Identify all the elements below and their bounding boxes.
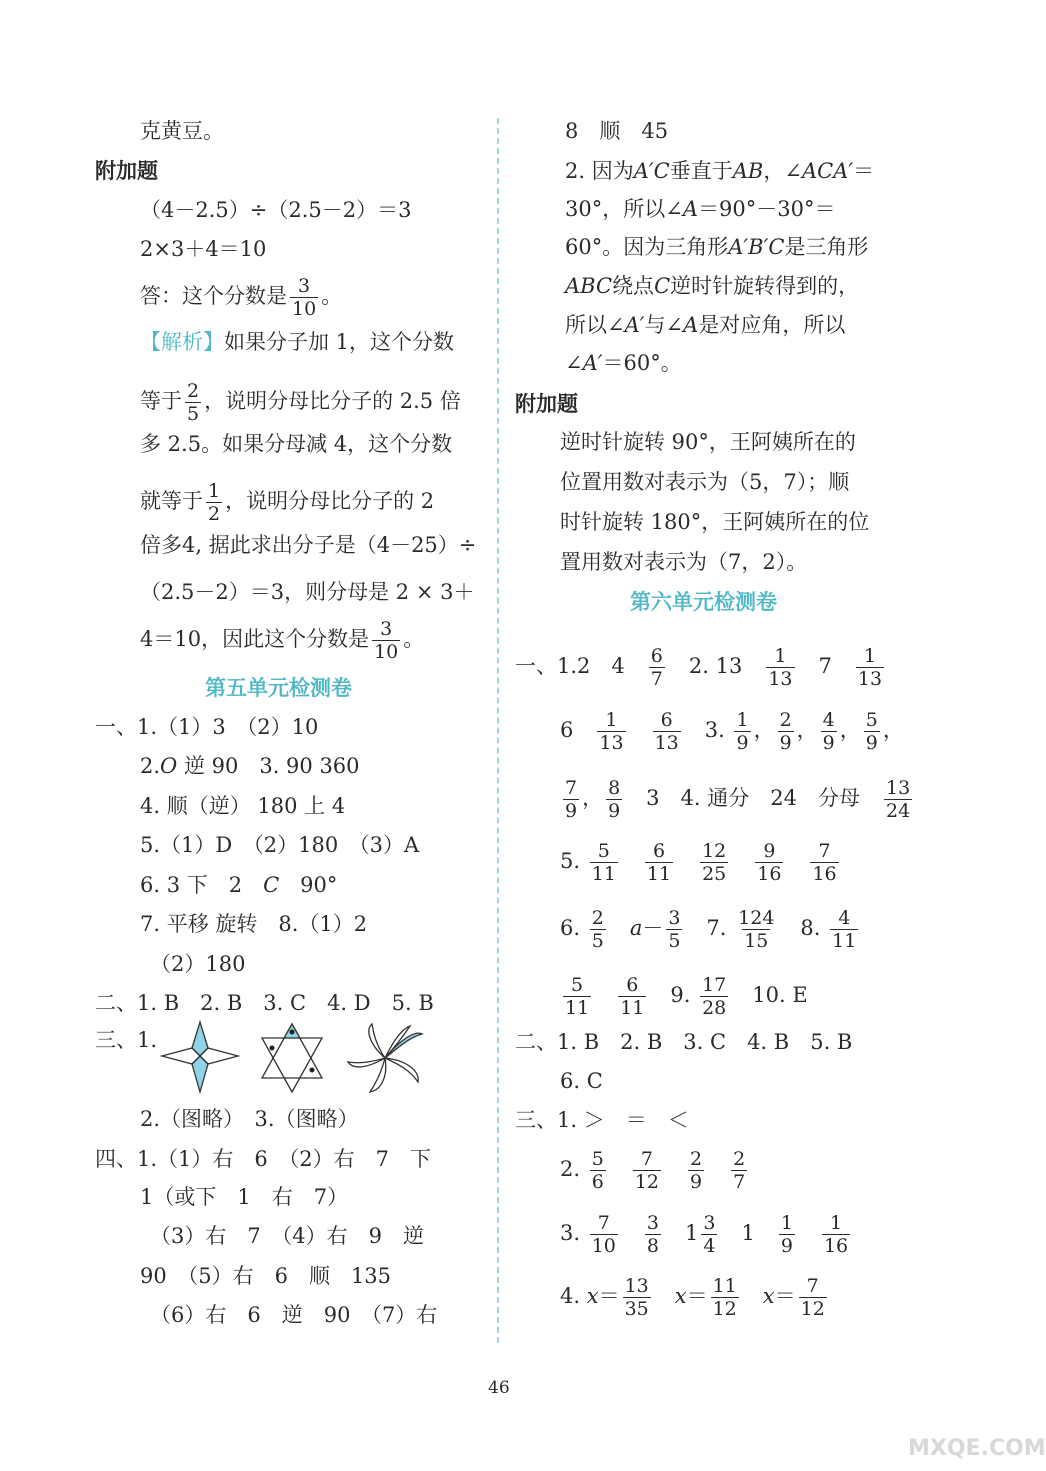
column-divider	[497, 118, 499, 1343]
unit6-title: 第六单元检测卷	[630, 590, 777, 614]
fraction: $\frac{3}{10}$	[374, 618, 399, 663]
left-line-1: 克黄豆。	[140, 119, 224, 143]
u5-q4: 4. 顺（逆） 180 上 4	[140, 794, 346, 818]
u6-q1-line4: 5. $\frac{5}{11}$ $\frac{6}{11}$ $\frac{12}{25}$ $\frac{9}{16}$ $\frac{7}{16}$	[560, 840, 837, 885]
right-line-1: 8 顺 45	[565, 119, 669, 143]
u6-part3-2: 2. $\frac{5}{6}$ $\frac{7}{12}$ $\frac{2}{9}$ $\frac{2}{7}$	[560, 1148, 746, 1193]
analysis-tag: 【解析】	[140, 330, 224, 354]
right-line-3: 30°，所以∠A＝90°－30°＝	[565, 197, 836, 221]
rotation-figures	[160, 1020, 430, 1095]
u6-part3-3: 3. $\frac{7}{10}$ $\frac{3}{8}$ 1 $\frac{3}{4}$ 1 $\frac{1}{9}$ $\frac{1}{16}$	[560, 1212, 849, 1257]
u5-q7: 7. 平移 旋转 8.（1）2	[140, 912, 368, 936]
fraction: $\frac{3}{10}$	[292, 275, 317, 320]
right-line-2: 2. 因为A′C垂直于AB，∠ACA′＝	[565, 159, 875, 183]
u5-part3-2: 2.（图略） 3.（图略）	[140, 1107, 359, 1131]
pinwheel-figure	[348, 1024, 422, 1092]
analysis-line-3: 多 2.5。如果分母减 4，这个分数	[140, 432, 453, 456]
left-eq-1: （4－2.5）÷（2.5－2）＝3	[140, 198, 412, 222]
u5-q6: 6. 3 下 2 C 90°	[140, 873, 338, 897]
fraction: $\frac{2}{5}$	[187, 380, 200, 425]
left-bonus-title: 附加题	[95, 159, 158, 183]
u6-part3-4: 4. x＝ $\frac{13}{35}$ x＝ $\frac{11}{12}$ x＝ $\frac{7}{12}$	[560, 1275, 825, 1320]
fraction: $\frac{1}{2}$	[208, 480, 221, 525]
analysis-line-2: 等于 $\frac{2}{5}$ ，说明分母比分子的 2.5 倍	[140, 380, 461, 425]
u5-q2: 2.O 逆 90 3. 90 360	[140, 754, 360, 778]
analysis-line-5: 倍多4, 据此求出分子是（4－25）÷	[140, 533, 477, 557]
right-bonus-title: 附加题	[515, 392, 578, 416]
u5-q8-2: （2）180	[150, 952, 246, 976]
right-bonus-3: 时针旋转 180°，王阿姨所在的位	[560, 510, 870, 534]
u6-part2: 二、1. B 2. B 3. C 4. B 5. B	[515, 1030, 853, 1054]
analysis-line-7: 4＝10，因此这个分数是 $\frac{3}{10}$ 。	[140, 618, 425, 663]
u6-q1-line6: $\frac{5}{11}$ $\frac{6}{11}$ 9. $\frac{17}{28}$ 10. E	[565, 974, 808, 1019]
u6-q1-line1: 一、1.2 4 $\frac{6}{7}$ 2. 13 $\frac{1}{13}$ 7 $\frac{1}{13}$	[515, 645, 883, 690]
u6-q1-line3: $\frac{7}{9}$ ， $\frac{8}{9}$ 3 4. 通分 24 分母 $\frac{13}{24}$	[565, 777, 911, 822]
u5-part3: 三、1.	[95, 1028, 158, 1052]
u5-part4-line4: 90 （5）右 6 顺 135	[140, 1264, 392, 1288]
right-bonus-2: 位置用数对表示为（5，7）；顺	[560, 470, 850, 494]
u5-part4-line2: 1（或下 1 右 7）	[140, 1185, 349, 1209]
right-bonus-1: 逆时针旋转 90°，王阿姨所在的	[560, 430, 856, 454]
u5-part2: 二、1. B 2. B 3. C 4. D 5. B	[95, 991, 434, 1015]
page-number: 46	[488, 1378, 510, 1398]
right-line-7: ∠A′＝60°。	[565, 351, 682, 375]
u5-q5: 5.（1）D （2）180 （3）A	[140, 833, 420, 857]
rhombus-flower-figure	[162, 1022, 238, 1092]
u6-q1-line2: 6 $\frac{1}{13}$ $\frac{6}{13}$ 3. $\frac{1}{9}$ ， $\frac{2}{9}$ ， $\frac{4}{9}$ ， $\frac{5}{9}$ ，	[560, 709, 904, 754]
u6-part3-1: 三、1. ＞ ＝ ＜	[515, 1108, 689, 1132]
left-answer: 答：这个分数是 $\frac{3}{10}$ 。	[140, 275, 343, 320]
star-of-david-figure	[262, 1024, 322, 1092]
u6-q1-line5: 6. $\frac{2}{5}$ a－ $\frac{3}{5}$ 7. $\frac{124}{15}$ 8. $\frac{4}{11}$	[560, 907, 857, 952]
analysis-line-6: （2.5－2）＝3，则分母是 2 × 3＋	[140, 580, 475, 604]
u5-q1: 一、1.（1）3 （2）10	[95, 715, 319, 739]
analysis-line-1: 【解析】如果分子加 1，这个分数	[140, 330, 455, 354]
right-line-6: 所以∠A′与∠A是对应角，所以	[565, 313, 846, 337]
analysis-line-4: 就等于 $\frac{1}{2}$ ，说明分母比分子的 2	[140, 480, 435, 525]
right-bonus-4: 置用数对表示为（7，2）。	[560, 550, 808, 574]
watermark-text: MXQE.COM	[908, 1436, 1046, 1461]
u5-part4-line1: 四、1.（1）右 6 （2）右 7 下	[95, 1147, 431, 1171]
u5-part4-line3: （3）右 7 （4）右 9 逆	[150, 1224, 424, 1248]
u5-part4-line5: （6）右 6 逆 90 （7）右	[150, 1303, 438, 1327]
u6-part2-6: 6. C	[560, 1069, 603, 1093]
right-line-5: ABC绕点C逆时针旋转得到的，	[565, 274, 860, 298]
right-line-4: 60°。因为三角形A′B′C是三角形	[565, 235, 869, 259]
left-eq-2: 2×3＋4＝10	[140, 237, 267, 261]
unit5-title: 第五单元检测卷	[205, 676, 352, 700]
